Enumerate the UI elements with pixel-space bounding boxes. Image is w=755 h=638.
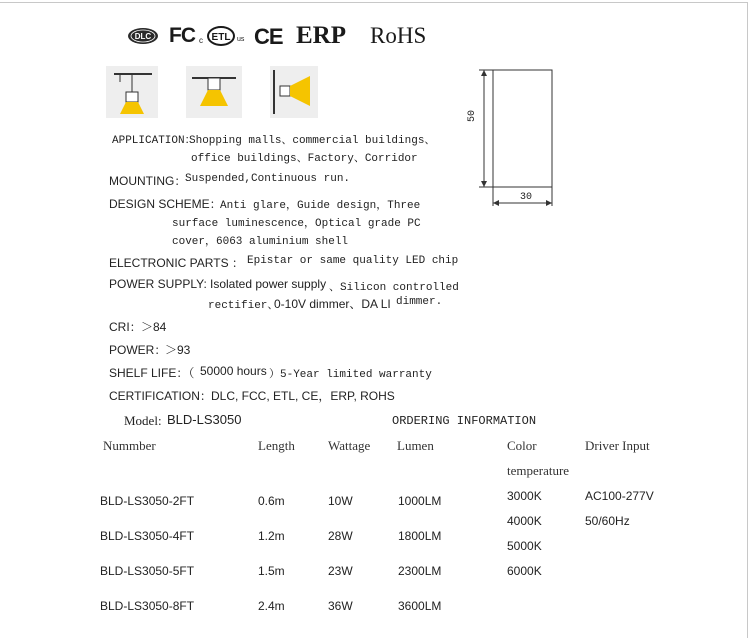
color-temp-item: 5000K [507, 539, 542, 553]
top-border [0, 2, 748, 3]
cell-length: 1.2m [258, 529, 285, 543]
cell-number: BLD-LS3050-8FT [100, 599, 195, 613]
cri-value: ＞84 [141, 320, 167, 334]
header-wattage: Wattage [328, 438, 371, 453]
driver-voltage: AC100-277V [585, 489, 654, 503]
cell-lumen: 2300LM [398, 564, 442, 578]
dlc-logo-text: DLC [134, 32, 152, 41]
certification-value: DLC, FCC, ETL, CE，ERP, ROHS [211, 389, 395, 403]
power-supply-value1: Isolated power supply [210, 277, 327, 291]
etl-logo-text: ETL [211, 32, 231, 43]
cell-wattage: 10W [328, 494, 353, 508]
cell-wattage: 28W [328, 529, 353, 543]
cri-label: CRI： [109, 320, 142, 334]
cell-length: 1.5m [258, 564, 285, 578]
design-value-line1: Anti glare，Guide design，Three [220, 200, 421, 212]
header-lumen: Lumen [397, 438, 434, 453]
dimension-width-label: 30 [520, 192, 533, 203]
header-driver-input: Driver Input [585, 438, 650, 453]
driver-frequency: 50/60Hz [585, 514, 630, 528]
mounting-value: Suspended,Continuous run. [185, 173, 351, 185]
color-temp-item: 6000K [507, 564, 542, 578]
rohs-logo: RoHS [370, 23, 427, 48]
erp-logo: ERP [296, 22, 346, 49]
shelf-life-label: SHELF LIFE：（ [109, 366, 195, 380]
model-value: BLD-LS3050 [167, 412, 242, 427]
ce-logo: CE [254, 24, 283, 49]
wall-light-icon [270, 66, 318, 118]
power-supply-value2: 、Silicon controlled [329, 282, 459, 294]
color-temp-item: 3000K [507, 489, 542, 503]
suspended-light-icon [106, 66, 158, 118]
power-value: ＞93 [165, 343, 191, 357]
etl-logo [206, 26, 236, 46]
ordering-info-title: ORDERING INFORMATION [392, 414, 537, 428]
application-value-line1: Shopping malls、commercial buildings、 [189, 135, 436, 147]
certification-label: CERTIFICATION： [109, 389, 212, 403]
cell-wattage: 23W [328, 564, 353, 578]
header-length: Length [258, 438, 295, 453]
header-color: Color [507, 438, 537, 453]
header-number: Nummber [103, 438, 156, 453]
cell-number: BLD-LS3050-2FT [100, 494, 195, 508]
shelf-life-warranty: ）5-Year limited warranty [269, 369, 432, 381]
power-supply-line2c: dimmer. [396, 296, 443, 308]
power-label: POWER： [109, 343, 167, 357]
model-label: Model: [124, 413, 162, 428]
etl-c-mark: c [199, 36, 203, 45]
power-supply-label: POWER SUPPLY: [109, 277, 207, 291]
dlc-logo [127, 27, 159, 45]
electronic-value: Epistar or same quality LED chip [247, 255, 459, 267]
power-supply-line2b: 0-10V dimmer、DA LI [274, 297, 391, 311]
shelf-life-hours: 50000 hours [200, 364, 267, 378]
dimension-drawing [466, 64, 556, 209]
cell-length: 2.4m [258, 599, 285, 613]
cell-lumen: 1000LM [398, 494, 442, 508]
design-value-line2: surface luminescence，Optical grade PC [172, 218, 421, 230]
application-label: APPLICATION： [112, 135, 196, 147]
cell-lumen: 1800LM [398, 529, 442, 543]
cell-number: BLD-LS3050-5FT [100, 564, 195, 578]
cell-length: 0.6m [258, 494, 285, 508]
cell-number: BLD-LS3050-4FT [100, 529, 195, 543]
mounting-label: MOUNTING： [109, 174, 187, 188]
right-border [747, 2, 748, 638]
dimension-height-label: 50 [467, 109, 478, 122]
etl-us-mark: us [237, 36, 245, 43]
surface-light-icon [186, 66, 242, 118]
power-supply-line2a: rectifier、 [208, 300, 279, 312]
color-temp-item: 4000K [507, 514, 542, 528]
electronic-label: ELECTRONIC PARTS ： [109, 256, 244, 270]
cell-lumen: 3600LM [398, 599, 442, 613]
cell-wattage: 36W [328, 599, 353, 613]
header-color-temperature: temperature [507, 463, 570, 478]
design-value-line3: cover，6063 aluminium shell [172, 236, 349, 248]
application-value-line2: office buildings、Factory、Corridor [191, 153, 418, 165]
fc-logo: FC [169, 24, 195, 47]
design-label: DESIGN SCHEME： [109, 197, 222, 211]
